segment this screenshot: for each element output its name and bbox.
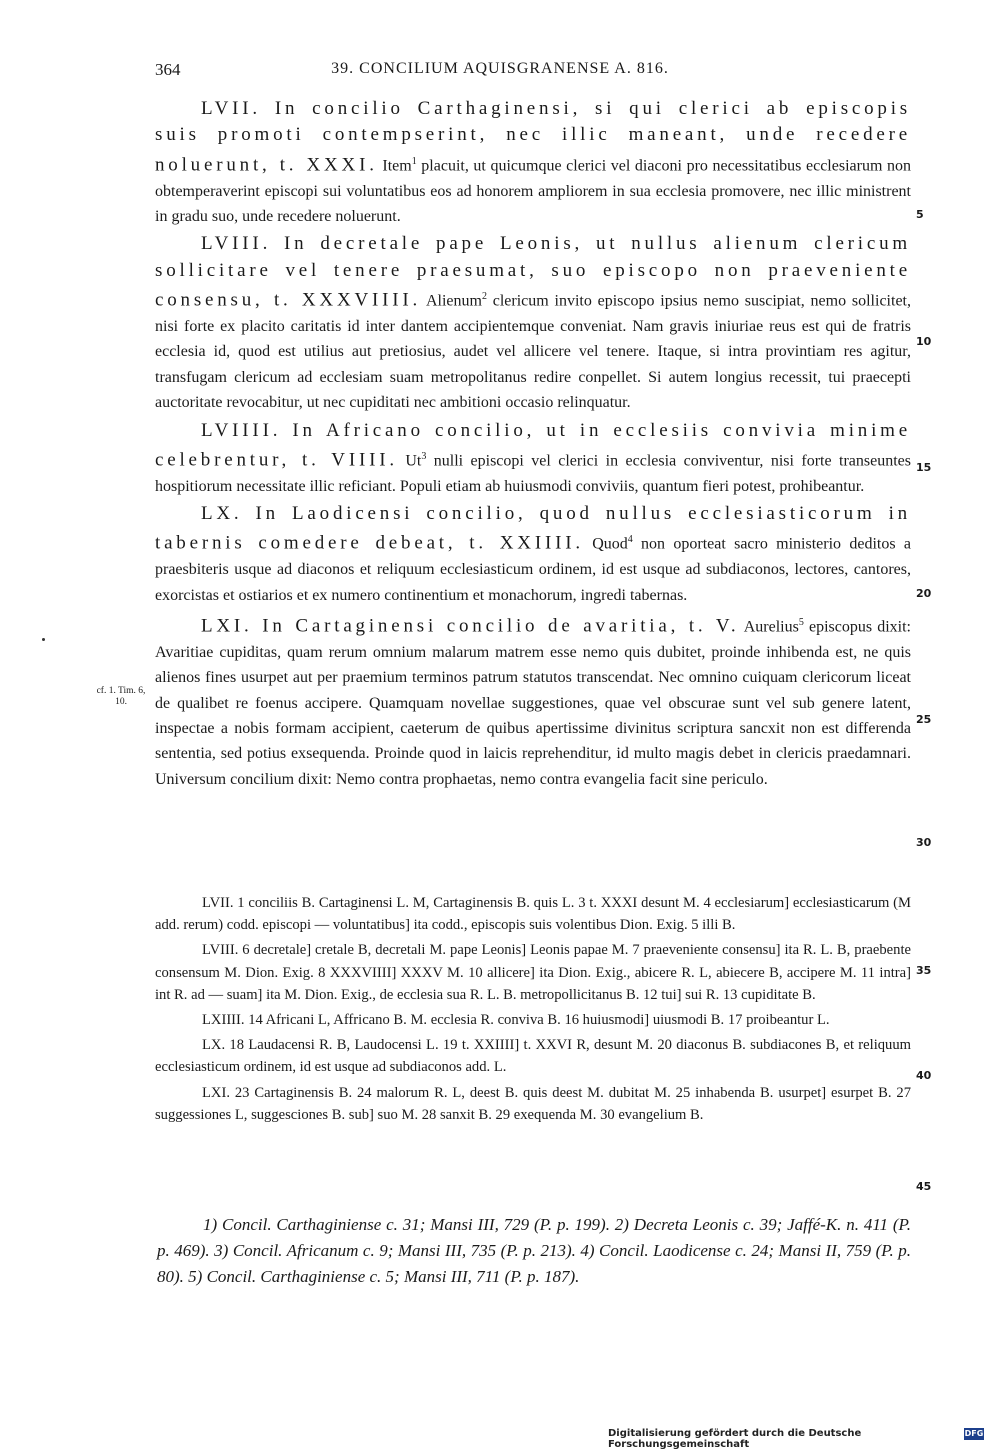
line-number-5: 5 xyxy=(916,208,924,221)
chapter-60-heading: LX. In Laodicensi concilio, quod nullus ecclesiasticorum in tabernis comedere debeat, t. XXIIII. xyxy=(155,503,911,554)
chapter-58: LVIII. In decretale pape Leonis, ut nullus alienum clericum sollicitare vel tenere praesumat, suo episcopo non praeveniente consensu, t. XXXVIIII. Alienum$^2$ clericum invito episcopo ipsius nemo suscipiat, nemo sollicitet, nisi forte ex placito caritatis id inter dantem accipientemque conveniat. Nam gravis iniuriae reus est qui de fratris ecclesia id, quod est utilius aut pretiosius, audet vel allicere vel tenere. Itaque, si intra provintiam res agitur, transfugam clericum ad ecclesiam suam metropolitanus redire conpellet. Si autem longius recessit, tui praecepti auctoritate revocabitur, ut nec cupiditati nec ambitioni occasio relinquatur. xyxy=(155,233,911,412)
footnote-ref-3: 3 xyxy=(421,450,427,462)
chapter-61: LXI. In Cartaginensi concilio de avaritia, t. V. Aurelius$^5$ episcopus dixit: Avaritiae cupiditas, quam rerum omnium malarum matrem esse nemo quis dubitet, proinde inhibenda est, ne quis alienos fines usurpet aut per praemium terminos patrum statutos transcendat. Nec omnino cuiquam clericorum liceat de qualibet re foenus accipere. Quamquam novellae suggestiones, quae vel obscurae sunt vel sub genere latent, inspectae a nobis formam accipient, caeterum de quibus apertissime divinitus scriptura sancxit non est differenda sententia, sed potius exsequenda. Proinde quod in laicis reprehenditur, id multo magis debet in clericis praedamnari. Universum concilium dixit: Nemo contra prophaetas, nemo contra evangelia facit sine periculo. xyxy=(155,615,911,788)
line-number-30: 30 xyxy=(916,836,932,849)
page-number: 364 xyxy=(155,60,181,79)
chapter-57-heading: LVII. In concilio Carthaginensi, si qui clerici ab episcopis suis promoti contempserint, nec illic maneant, unde recedere noluerunt, t. XXXI. xyxy=(155,98,911,176)
chapter-58-heading: LVIII. In decretale pape Leonis, ut nullus alienum clericum sollicitare vel tenere praesumat, suo episcopo non praeveniente consensu, t. XXXVIIII. xyxy=(155,233,911,311)
dfg-logo: DFG xyxy=(964,1429,984,1438)
footnote-ref-1: 1 xyxy=(411,155,417,167)
margin-dot xyxy=(42,638,45,641)
footnote-ref-5: 5 xyxy=(798,617,804,629)
running-header xyxy=(0,60,1000,90)
line-number-40: 40 xyxy=(916,1069,932,1082)
chapter-60: LX. In Laodicensi concilio, quod nullus ecclesiasticorum in tabernis comedere debeat, t. XXIIII. Quod$^4$ non oporteat sacro ministerio deditos a praesbiteris usque ad diaconos et reliquum ecclesiasticum ordinem, id est usque ad subdiaconos, lectores, cantores, exorcistas et ostiarios et ex numero continentium et monachorum, ingredi tabernas. xyxy=(155,503,911,604)
digitization-credit: Digitalisierung gefördert durch die Deutsche Forschungsgemeinschaft xyxy=(608,1428,862,1450)
margin-cross-reference: cf. 1. Tim. 6, 10. xyxy=(96,686,146,707)
line-number-15: 15 xyxy=(916,461,932,474)
line-number-10: 10 xyxy=(916,335,932,348)
source-footnotes: 1) Concil. Carthaginiense c. 31; Mansi III, 729 (P. p. 199). 2) Decreta Leonis c. 39; Jaffé-K. n. 411 (P. p. 469). 3) Concil. Africanum c. 9; Mansi III, 735 (P. p. 213). 4) Concil. Laodicense c. 24; Mansi II, 759 (P. p. 80). 5) Concil. Carthaginiense c. 5; Mansi III, 711 (P. p. 187). xyxy=(157,1215,911,1286)
line-number-45: 45 xyxy=(916,1180,932,1193)
footnote-ref-4: 4 xyxy=(627,534,633,546)
apparatus-entry-58: LVIII. 6 decretale] cretale B, decretali M. pape Leonis] Leonis papae M. 7 praeveniente consensu] ita R. L. B, praebente consensum M. Dion. Exig. 8 XXXVIIII] XXXV M. 10 allicere] ita Dion. Exig., abicere R. L, abiecere B, accipere M. 11 intra] int R. ad — suam] ita M. Dion. Exig., de ecclesia sua R. L. B. metropollicitanus B. 12 tui] sui R. 13 cupiditate B. xyxy=(155,942,911,1003)
line-number-25: 25 xyxy=(916,713,932,726)
running-title: 39. CONCILIUM AQUISGRANENSE A. 816. xyxy=(331,60,669,77)
line-number-35: 35 xyxy=(916,964,932,977)
apparatus-entry-61: LXI. 23 Cartaginensis B. 24 malorum R. L, deest B. quis deest M. dubitat M. 25 inhabenda B. usurpet] esurpet B. 27 suggessiones L, suggesciones B. sub] suo M. 28 sanxit B. 29 exequenda M. 30 evangelium B. xyxy=(155,1084,911,1123)
main-text xyxy=(155,96,911,794)
chapter-59: LVIIII. In Africano concilio, ut in ecclesiis convivia minime celebrentur, t. VIIII. Ut$^3$ nulli episcopi vel clerici in ecclesia conviventur, nisi forte transeuntes hospitiorum necessitate illic reficiant. Populi etiam ab huiusmodi conviviis, quantum fieri potest, prohibeantur. xyxy=(155,419,911,495)
apparatus-entry-59: LXIIII. 14 Africani L, Affricano B. M. ecclesia R. conviva B. 16 huiusmodi] uiusmodi B. 17 proibeantur L. xyxy=(202,1012,830,1029)
apparatus-entry-60: LX. 18 Laudacensi R. B, Laudocensi L. 19 t. XXIIII] t. XXVI R, desunt M. 20 diaconus B. subdiacones B, et reliquum ecclesiasticum ordinem, id est usque ad subdiaconos add. L. xyxy=(155,1037,911,1076)
apparatus-entry-57: LVII. 1 conciliis B. Cartaginensi L. M, Cartaginensis B. quis L. 3 t. XXXI desunt M. 4 ecclesiarum] ecclesiasticarum (M add. rerum) codd. episcopi — voluntatibus] ita codd., episcopis suis volentibus Dion. Exig. 5 illi B. xyxy=(155,895,911,934)
chapter-61-heading: LXI. In Cartaginensi concilio de avaritia, t. V. xyxy=(201,615,740,637)
chapter-59-heading: LVIIII. In Africano concilio, ut in ecclesiis convivia minime celebrentur, t. VIIII. xyxy=(155,419,911,471)
critical-apparatus xyxy=(155,892,911,1129)
chapter-57: LVII. In concilio Carthaginensi, si qui clerici ab episcopis suis promoti contempserint, nec illic maneant, unde recedere noluerunt, t. XXXI. Item$^1$ placuit, ut quicumque clerici vel diaconi pro necessitatibus ecclesiarum non obtemperaverint episcopi sui voluntatibus eos ad honorem ampliorem in sua ecclesia promovere, nec illic ministrent in gradu suo, unde recedere noluerunt. xyxy=(155,98,912,225)
line-number-20: 20 xyxy=(916,587,932,600)
footnote-ref-2: 2 xyxy=(481,291,487,303)
